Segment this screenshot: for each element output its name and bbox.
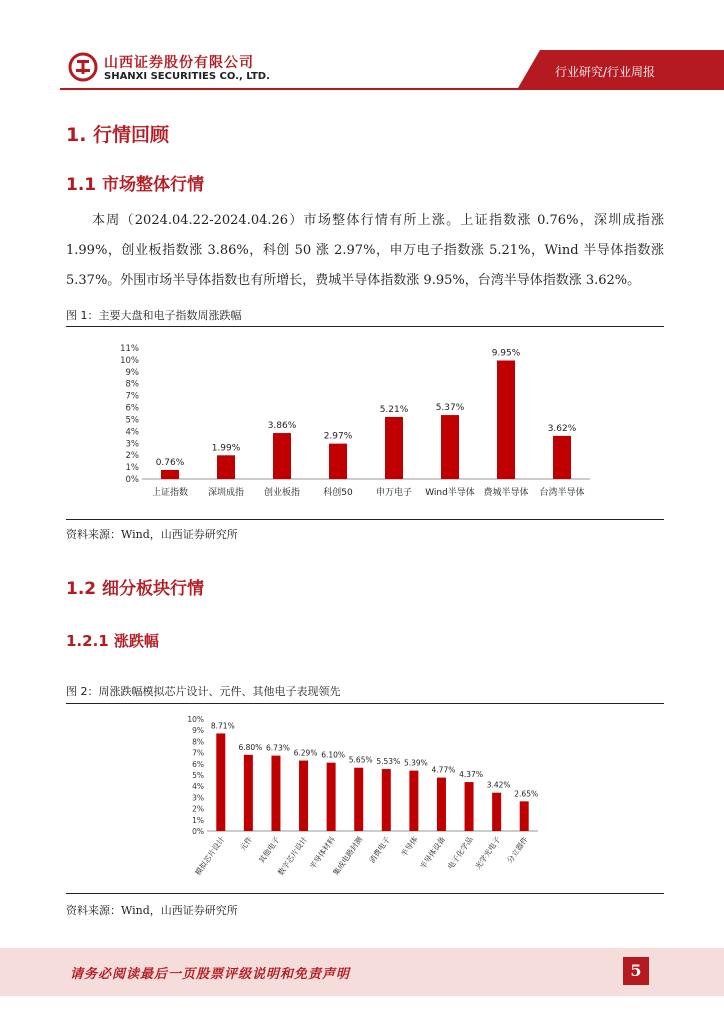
figure2-bar-chart [66,706,664,892]
chart1-bar [441,415,459,479]
chart2-data-label: 5.65% [348,755,373,765]
figure1-bar-chart [66,330,664,516]
figure2-bottom-rule [66,893,664,894]
footer-disclaimer: 请务必阅读最后一页股票评级说明和免责声明 [70,967,351,982]
chart2-data-label: 5.53% [376,757,401,767]
chart1-category-label: 科创50 [323,488,353,498]
chart1-data-label: 1.99% [211,443,241,454]
page-number: 5 [623,957,649,985]
chart2-data-label: 4.77% [431,765,456,775]
section-heading-1-1: 1.1 市场整体行情 [66,175,205,195]
figure1-title: 图 1：主要大盘和电子指数周涨跌幅 [66,309,242,322]
figure2-title: 图 2：周涨跌幅模拟芯片设计、元件、其他电子表现领先 [66,685,341,698]
chart1-bar [385,417,403,479]
chart2-ytick-label: 0% [192,827,204,836]
chart1-category-label: 台湾半导体 [539,488,585,498]
figure2-source: 资料来源：Wind，山西证券研究所 [66,904,238,917]
chart2-bar [354,768,363,831]
chart2-bar [299,761,308,831]
chart2-ytick-label: 1% [192,815,204,825]
chart2-bar [216,733,225,831]
chart2-data-label: 6.10% [321,750,346,760]
chart2-ytick-label: 5% [192,771,204,780]
figure1-bottom-rule [66,519,664,520]
chart2-ytick-label: 9% [192,726,204,736]
chart1-bar [329,444,347,479]
chart2-ytick-label: 2% [192,804,204,814]
chart1-data-label: 9.95% [491,348,521,359]
chart2-ytick-label: 8% [192,737,204,747]
figure2-top-rule [66,703,664,704]
chart1-bar [497,361,515,479]
chart1-category-label: 申万电子 [375,488,413,498]
chart1-ytick-label: 4% [125,427,139,438]
chart2-data-label: 5.39% [403,758,428,768]
chart2-category-label: 集成电路封测 [331,834,365,878]
figure1-source: 资料来源：Wind，山西证券研究所 [66,528,238,541]
chart1-ytick-label: 7% [125,391,139,402]
chart2-data-label: 6.29% [293,748,318,758]
chart1-data-label: 2.97% [323,431,353,442]
market-summary-paragraph: 本周（2024.04.22-2024.04.26）市场整体行情有所上涨。上证指数涨 0.76%，深圳成指涨 1.99%，创业板指数涨 3.86%，科创 50 涨 2.97%，申万电子指数涨 5.21%，Wind 半导体指数涨 5.37%。外围市场半导体指数也有所增长，费城半导体指数涨 9.95%，台湾半导体指数涨 3.62%。 [66,213,664,288]
chart2-bar [465,782,474,831]
chart1-ytick-label: 8% [125,379,139,390]
chart1-bar [217,455,235,479]
chart2-bar [327,763,336,831]
report-category: 行业研究/行业周报 [555,65,656,79]
chart2-bar [437,778,446,831]
chart2-bar [492,793,501,831]
chart1-bar [161,470,179,479]
chart2-bar [244,755,253,831]
chart1-ytick-label: 9% [125,367,139,378]
chart1-ytick-label: 6% [125,403,139,414]
chart2-data-label: 4.37% [459,770,483,780]
chart1-ytick-label: 11% [120,344,139,354]
chart2-ytick-label: 3% [192,793,204,803]
chart2-bar [271,756,280,831]
chart2-bar [382,769,391,831]
chart1-ytick-label: 10% [120,355,139,366]
chart1-ytick-label: 0% [125,475,139,485]
chart1-category-label: 费城半导体 [483,488,529,498]
chart1-ytick-label: 2% [125,451,139,462]
section-heading-1-2: 1.2 细分板块行情 [66,579,205,599]
chart2-category-label: 半导体 [399,834,420,859]
chart1-data-label: 3.62% [547,423,577,434]
chart2-ytick-label: 10% [187,715,204,724]
chart1-category-label: 创业板指 [263,488,301,498]
chart2-category-label: 半导体材料 [307,834,337,871]
chart2-ytick-label: 6% [192,759,204,769]
chart2-bar [520,801,529,831]
chart1-data-label: 5.21% [379,404,409,415]
chart1-data-label: 0.76% [155,457,185,468]
chart2-data-label: 6.73% [266,743,290,753]
company-logo-icon [68,52,98,82]
chart2-data-label: 8.71% [210,721,235,731]
chart1-bar [273,433,291,479]
chart2-ytick-label: 7% [192,748,204,758]
header-divider [60,88,724,90]
chart1-data-label: 5.37% [435,403,465,414]
chart2-category-label: 数字芯片设计 [275,834,310,878]
chart1-category-label: Wind半导体 [425,488,475,498]
chart2-category-label: 元件 [238,834,255,853]
chart1-category-label: 上证指数 [151,488,189,498]
chart2-category-label: 光学光电子 [473,834,503,871]
chart1-bar [553,436,571,479]
chart2-category-label: 消费电子 [367,834,392,865]
section-heading-1-2-1: 1.2.1 涨跌幅 [66,632,159,650]
chart1-ytick-label: 5% [125,415,139,426]
chart1-data-label: 3.86% [267,421,297,432]
chart2-bar [409,771,418,831]
chart2-data-label: 3.42% [486,780,511,790]
chart1-ytick-label: 3% [125,439,139,450]
chart2-ytick-label: 4% [192,782,204,792]
section-heading-1: 1. 行情回顾 [66,124,170,146]
figure1-top-rule [66,326,664,327]
company-name-cn: 山西证券股份有限公司 [104,55,254,71]
chart1-category-label: 深圳成指 [207,488,245,498]
chart2-category-label: 分立器件 [505,834,530,865]
chart2-data-label: 6.80% [238,742,263,752]
chart2-category-label: 模拟芯片设计 [193,834,227,878]
company-name-en: SHANXI SECURITIES CO., LTD. [104,71,270,82]
chart2-data-label: 2.65% [514,789,539,799]
chart2-category-label: 其他电子 [257,834,282,865]
chart1-ytick-label: 1% [125,463,139,474]
chart2-category-label: 半导体设备 [418,834,448,871]
chart2-category-label: 电子化学品 [445,834,475,871]
